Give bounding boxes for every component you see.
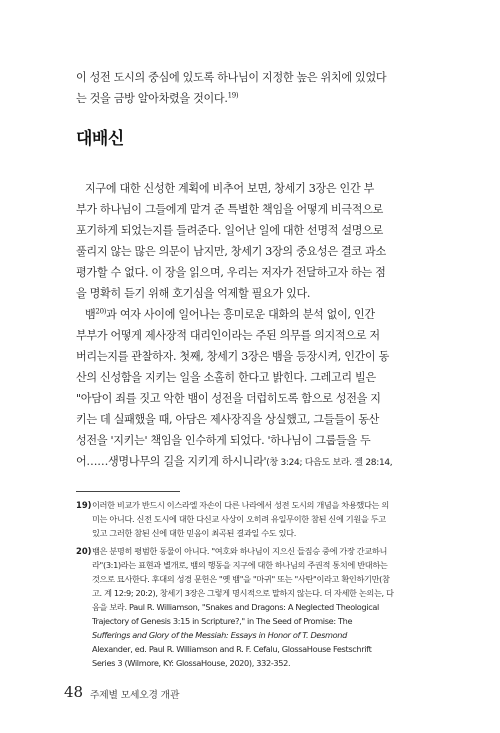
footnote-line: 고. 계 12:9; 20:2), 창세기 3장은 그렇게 명시적으로 말하지 않는다. 더 자세한 논의는, 다 bbox=[92, 588, 394, 598]
body-line: 키는 데 실패했을 때, 아담은 제사장직을 상실했고, 그들들이 동산 bbox=[76, 413, 380, 426]
footnote-number: 19) bbox=[76, 500, 92, 510]
running-title: 주제별 모세오경 개관 bbox=[90, 690, 180, 701]
footnote-number: 20) bbox=[76, 546, 92, 556]
footnote-line: 라"(3:1)라는 표현과 별개로, 뱀의 행동을 지구에 대한 하나님의 주권적 통치에 반대하는 bbox=[92, 560, 388, 570]
body-line: 이 성전 도시의 중심에 있도록 하나님이 지정한 높은 위치에 있었다 bbox=[76, 71, 387, 84]
body-line: 지구에 대한 신성한 계획에 비추어 보면, 창세기 3장은 인간 부 bbox=[85, 182, 375, 195]
body-line: 성전을 '지키는' 책임을 인수하게 되었다. '하나님이 그룹들을 두 bbox=[76, 434, 371, 447]
body-line bbox=[76, 92, 426, 106]
body-line: 산의 신성함을 지키는 일을 소홀히 한다고 밝힌다. 그레고리 빌은 bbox=[76, 371, 376, 384]
footnote-line: 것으로 묘사한다. 후대의 성경 문헌은 "옛 뱀"을 "마귀" 또는 "사탄"이라고 확인하기만(참 bbox=[92, 574, 390, 584]
body-line-text: 어……생명나무의 길을 지키게 하시니라' bbox=[76, 455, 267, 468]
body-line-text: 뱀 bbox=[85, 308, 96, 321]
footnote-ref-19: 19) bbox=[227, 91, 239, 100]
body-line: 평가할 수 없다. 이 장을 읽으며, 우리는 저자가 전달하고자 하는 점 bbox=[76, 266, 386, 279]
footnote-ref-20: 20) bbox=[95, 307, 107, 316]
body-line bbox=[76, 308, 426, 322]
footnote-line: 이러한 비교가 반드시 이스라엘 자손이 다른 나라에서 성전 도시의 개념을 차용했다는 의 bbox=[92, 500, 389, 510]
footnote-line: 미는 아니다. 신전 도시에 대한 다신교 사상이 오히려 유일무이한 참된 신에 기원을 두고 bbox=[92, 514, 386, 524]
body-line: 포기하게 되었는지를 들려준다. 일어난 일에 대한 선명적 설명으로 bbox=[76, 224, 384, 237]
body-line: 버리는지를 관찰하자. 첫째, 창세기 3장은 뱀을 등장시켜, 인간이 동 bbox=[76, 350, 390, 363]
body-line: 부부가 어떻게 제사장적 대리인이라는 주된 의무를 의지적으로 저 bbox=[76, 329, 380, 342]
page-number: 48 bbox=[64, 683, 84, 701]
body-line bbox=[76, 455, 426, 470]
body-line: 풀리지 않는 많은 의문이 남지만, 창세기 3장의 중요성은 결코 과소 bbox=[76, 245, 386, 258]
body-line: "아담이 죄를 짓고 악한 뱀이 성전을 더럽히도록 함으로 성전을 지 bbox=[76, 392, 381, 405]
body-line: 부가 하나님이 그들에게 맡겨 준 특별한 책임을 어떻게 비극적으로 bbox=[76, 203, 384, 216]
section-heading: 대배신 bbox=[76, 129, 124, 149]
footnote-line: 음을 보라. Paul R. Williamson, "Snakes and Dragons: A Neglected Theological bbox=[92, 602, 379, 612]
footnote-line: Alexander, ed. Paul R. Williamson and R. F. Cefalu, GlossaHouse Festschrift bbox=[92, 644, 372, 654]
citation-text: (창 3:24; 다음도 보라. 겔 28:14, bbox=[266, 458, 393, 468]
footnote-line: 있고 그러한 참된 신에 대한 믿음이 최곡된 결과일 수도 있다. bbox=[92, 528, 296, 538]
footnote-divider bbox=[76, 491, 180, 492]
body-line: 을 명확히 듣기 위해 호기심을 억제할 필요가 있다. bbox=[76, 287, 311, 300]
footnote-line: Trajectory of Genesis 3:15 in Scripture?," in The Seed of Promise: The bbox=[92, 616, 353, 626]
body-line-text: 과 여자 사이에 일어나는 흥미로운 대화의 분석 없이, 인간 bbox=[106, 308, 375, 321]
footnote-line: Series 3 (Wilmore, KY: GlossaHouse, 2020), 332-352. bbox=[92, 658, 291, 668]
body-line-text: 는 것을 금방 알아차렸을 것이다. bbox=[76, 92, 228, 105]
footnote-line: Sufferings and Glory of the Messiah: Essays in Honor of T. Desmond bbox=[92, 630, 347, 640]
footnote-line: 뱀은 분명히 평범한 동물이 아니다. "여호와 하나님이 지으신 들짐승 중에 가장 간교하니 bbox=[92, 546, 388, 556]
